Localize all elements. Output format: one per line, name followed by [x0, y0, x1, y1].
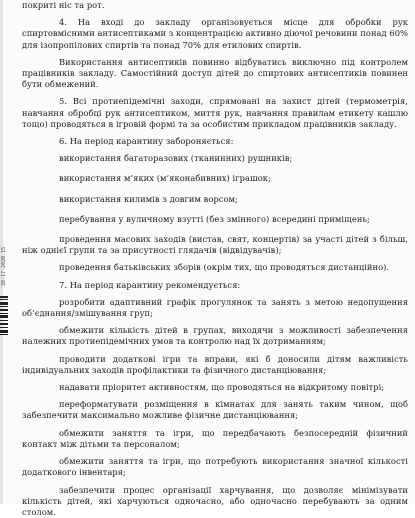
list7-item: розробити адаптивний графік прогулянок та занять з метою недопущення об’єднання/змішування груп; — [22, 297, 408, 319]
paragraph-5: 5. Всі протиепідемічні заходи, спрямовані на захист дітей (термометрія, навчання обробці рук антисептиком, миття рук, навчання правилам етикету кашлю тощо) проводяться в ігровій формі та за особистим прикладом працівників закладу. — [22, 96, 408, 130]
paragraph-6-heading: 6. На період карантину забороняється: — [22, 136, 408, 147]
document-body — [22, 0, 408, 518]
paragraph-4: 4. На вході до закладу організовується місце для обробки рук спиртовмісними антисептиками з концентрацією активно діючої речовини понад 60% для ізопропілових спиртів та понад 70% для етилових спиртів. — [22, 17, 408, 51]
list6-item: використання килимів з довгим ворсом; — [22, 194, 408, 205]
list6-item: використання багаторазових (тканинних) рушників; — [22, 153, 408, 164]
top-line: покриті ніс та рот. — [22, 0, 408, 11]
list7-item: обмежити заняття та ігри, що потребують використання значної кількості додаткового інвентаря; — [22, 456, 408, 478]
paragraph-4b: Використання антисептиків повинно відбуватись виключно під контролем працівників закладу. Самостійний доступ дітей до спиртових антисептиків повинен бути обмежений. — [22, 57, 408, 91]
list7-item: надавати пріоритет активностям, що проводяться на відкритому повітрі; — [22, 382, 408, 393]
paragraph-7-heading: 7. На період карантину рекомендується: — [22, 280, 408, 291]
list7-item: забезпечити процес організації харчування, що дозволяє мінімізувати кількість дітей, які харчуються одночасно, або одночасно перебувають за одним столом. — [22, 485, 408, 518]
margin-registration-code: 38-17-2020.15 — [1, 196, 7, 286]
barcode-icon — [0, 296, 8, 336]
list7-item: переформатувати розміщення в кімнатах для занять таким чином, щоб забезпечити максимально можливе фізичне дистанціювання; — [22, 399, 408, 421]
list6-item: використання м’яких (м’яконабивних) іграшок; — [22, 173, 408, 184]
list6-item: проведення батьківських зборів (окрім тих, що проводяться дистанційно). — [22, 262, 408, 273]
list7-item: обмежити кількість дітей в групах, виходячи з можливості забезпечення належних протиепідемічних умов та контролю над їх дотриманням; — [22, 325, 408, 347]
list7-item: проводити додаткові ігри та вправи, які б доносили дітям важливість індивідуальних заходів профілактики та фізичного дистанціювання; — [22, 354, 408, 376]
list6-item: проведення масових заходів (вистав, свят, концертів) за участі дітей з більш, ніж однієї групи та за присутності глядачів (відвідувачів); — [22, 234, 408, 256]
list6-item: перебування у вуличному взутті (без змінного) всередині приміщень; — [22, 214, 408, 225]
list7-item: обмежити заняття та ігри, що передбачають безпосередній фізичний контакт між дітьми та персоналом; — [22, 428, 408, 450]
